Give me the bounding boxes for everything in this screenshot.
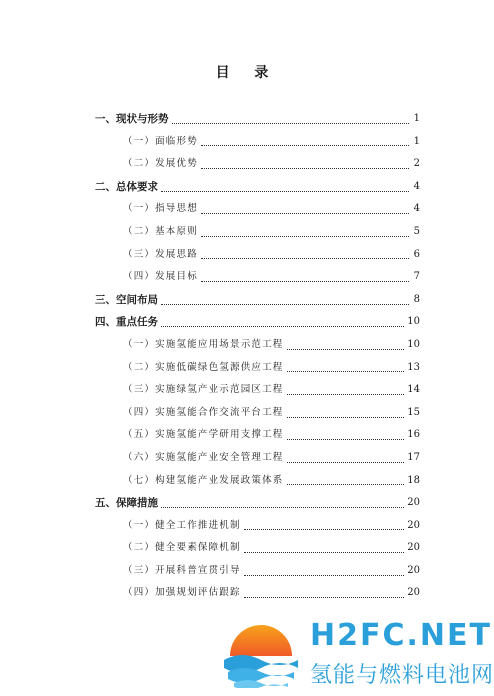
toc-subsection-entry[interactable] bbox=[95, 357, 420, 380]
toc-entry-label: （三）实施绿氢产业示范园区工程 bbox=[123, 384, 284, 396]
toc-entry-label: （二）基本原则 bbox=[123, 225, 198, 237]
toc-dot-leader bbox=[287, 417, 405, 418]
toc-dot-leader bbox=[201, 236, 409, 237]
toc-section-entry[interactable] bbox=[95, 176, 420, 199]
toc-page-number: 15 bbox=[407, 406, 420, 418]
toc-dot-leader bbox=[287, 484, 405, 485]
page-title: 目 录 bbox=[215, 65, 279, 81]
toc-subsection-entry[interactable] bbox=[95, 515, 420, 538]
toc-dot-leader bbox=[201, 281, 409, 282]
toc-subsection-entry[interactable] bbox=[95, 198, 420, 221]
watermark-logo bbox=[222, 614, 494, 696]
toc-dot-leader bbox=[172, 123, 410, 124]
toc-subsection-entry[interactable] bbox=[95, 537, 420, 560]
toc-entry-label: （二）实施低碳绿色氢源供应工程 bbox=[123, 361, 284, 373]
toc-entry-label: （七）构建氢能产业发展政策体系 bbox=[123, 474, 284, 486]
table-of-contents bbox=[95, 108, 420, 605]
toc-entry-label: （一）健全工作推进机制 bbox=[123, 519, 241, 531]
toc-entry-label: （三）开展科普宣贯引导 bbox=[123, 564, 241, 576]
toc-dot-leader bbox=[201, 168, 409, 169]
toc-dot-leader bbox=[287, 371, 405, 372]
toc-page-number: 20 bbox=[407, 587, 420, 599]
toc-subsection-entry[interactable] bbox=[95, 221, 420, 244]
toc-dot-leader bbox=[201, 145, 409, 146]
toc-page-number: 20 bbox=[407, 519, 420, 531]
logo-sun-wave-icon bbox=[222, 616, 300, 688]
toc-subsection-entry[interactable] bbox=[95, 131, 420, 154]
toc-page-number: 18 bbox=[407, 474, 420, 486]
toc-entry-label: 四、重点任务 bbox=[95, 316, 158, 329]
toc-subsection-entry[interactable] bbox=[95, 424, 420, 447]
toc-dot-leader bbox=[161, 191, 409, 192]
toc-entry-label: 二、总体要求 bbox=[95, 180, 158, 193]
toc-section-entry[interactable] bbox=[95, 289, 420, 312]
toc-dot-leader bbox=[287, 439, 405, 440]
logo-text-cn: 氢能与燃料电池网 bbox=[310, 663, 494, 688]
toc-subsection-entry[interactable] bbox=[95, 379, 420, 402]
toc-dot-leader bbox=[161, 507, 404, 508]
toc-subsection-entry[interactable] bbox=[95, 334, 420, 357]
toc-entry-label: （四）加强规划评估跟踪 bbox=[123, 587, 241, 599]
toc-section-entry[interactable] bbox=[95, 108, 420, 131]
toc-page-number: 2 bbox=[413, 158, 420, 170]
toc-page-number: 13 bbox=[407, 361, 420, 373]
toc-entry-label: （六）实施氢能产业安全管理工程 bbox=[123, 451, 284, 463]
toc-dot-leader bbox=[201, 213, 409, 214]
toc-subsection-entry[interactable] bbox=[95, 402, 420, 425]
toc-entry-label: （一）面临形势 bbox=[123, 135, 198, 147]
toc-entry-label: （一）实施氢能应用场景示范工程 bbox=[123, 338, 284, 350]
toc-page-number: 1 bbox=[413, 135, 420, 147]
toc-entry-label: 一、现状与形势 bbox=[95, 113, 169, 125]
toc-dot-leader bbox=[201, 258, 409, 259]
toc-page-number: 6 bbox=[413, 248, 420, 260]
toc-section-entry[interactable] bbox=[95, 492, 420, 515]
toc-subsection-entry[interactable] bbox=[95, 153, 420, 176]
toc-dot-leader bbox=[287, 394, 405, 395]
toc-subsection-entry[interactable] bbox=[95, 266, 420, 289]
toc-entry-label: （二）健全要素保障机制 bbox=[123, 542, 241, 554]
toc-entry-label: （五）实施氢能产学研用支撑工程 bbox=[123, 429, 284, 441]
toc-page-number: 20 bbox=[407, 497, 420, 509]
toc-entry-label: 三、空间布局 bbox=[95, 293, 158, 306]
toc-page-number: 5 bbox=[413, 225, 420, 237]
toc-page-number: 4 bbox=[413, 180, 420, 192]
toc-entry-label: （一）指导思想 bbox=[123, 203, 198, 215]
toc-page-number: 20 bbox=[407, 542, 420, 554]
toc-entry-label: （四）发展目标 bbox=[123, 271, 198, 283]
toc-dot-leader bbox=[161, 326, 404, 327]
toc-subsection-entry[interactable] bbox=[95, 560, 420, 583]
toc-entry-label: 五、保障措施 bbox=[95, 497, 158, 510]
toc-dot-leader bbox=[161, 304, 409, 305]
toc-dot-leader bbox=[244, 529, 405, 530]
toc-dot-leader bbox=[244, 552, 405, 553]
toc-page-number: 17 bbox=[407, 451, 420, 463]
toc-dot-leader bbox=[287, 462, 405, 463]
toc-subsection-entry[interactable] bbox=[95, 447, 420, 470]
toc-page-number: 1 bbox=[413, 113, 420, 124]
toc-page-number: 8 bbox=[413, 293, 420, 305]
toc-page-number: 16 bbox=[407, 429, 420, 441]
toc-dot-leader bbox=[287, 349, 405, 350]
toc-entry-label: （四）实施氢能合作交流平台工程 bbox=[123, 406, 284, 418]
toc-dot-leader bbox=[244, 597, 405, 598]
toc-entry-label: （三）发展思路 bbox=[123, 248, 198, 260]
toc-page-number: 10 bbox=[407, 316, 420, 328]
toc-page-number: 14 bbox=[407, 384, 420, 396]
toc-subsection-entry[interactable] bbox=[95, 582, 420, 605]
toc-page-number: 10 bbox=[407, 338, 420, 350]
logo-text-en: H2FC.NET bbox=[310, 618, 492, 653]
toc-page-number: 20 bbox=[407, 564, 420, 576]
toc-entry-label: （二）发展优势 bbox=[123, 158, 198, 170]
toc-section-entry[interactable] bbox=[95, 311, 420, 334]
toc-page-number: 4 bbox=[413, 203, 420, 215]
toc-page-number: 7 bbox=[413, 271, 420, 283]
toc-subsection-entry[interactable] bbox=[95, 470, 420, 493]
toc-subsection-entry[interactable] bbox=[95, 244, 420, 267]
toc-dot-leader bbox=[244, 575, 405, 576]
